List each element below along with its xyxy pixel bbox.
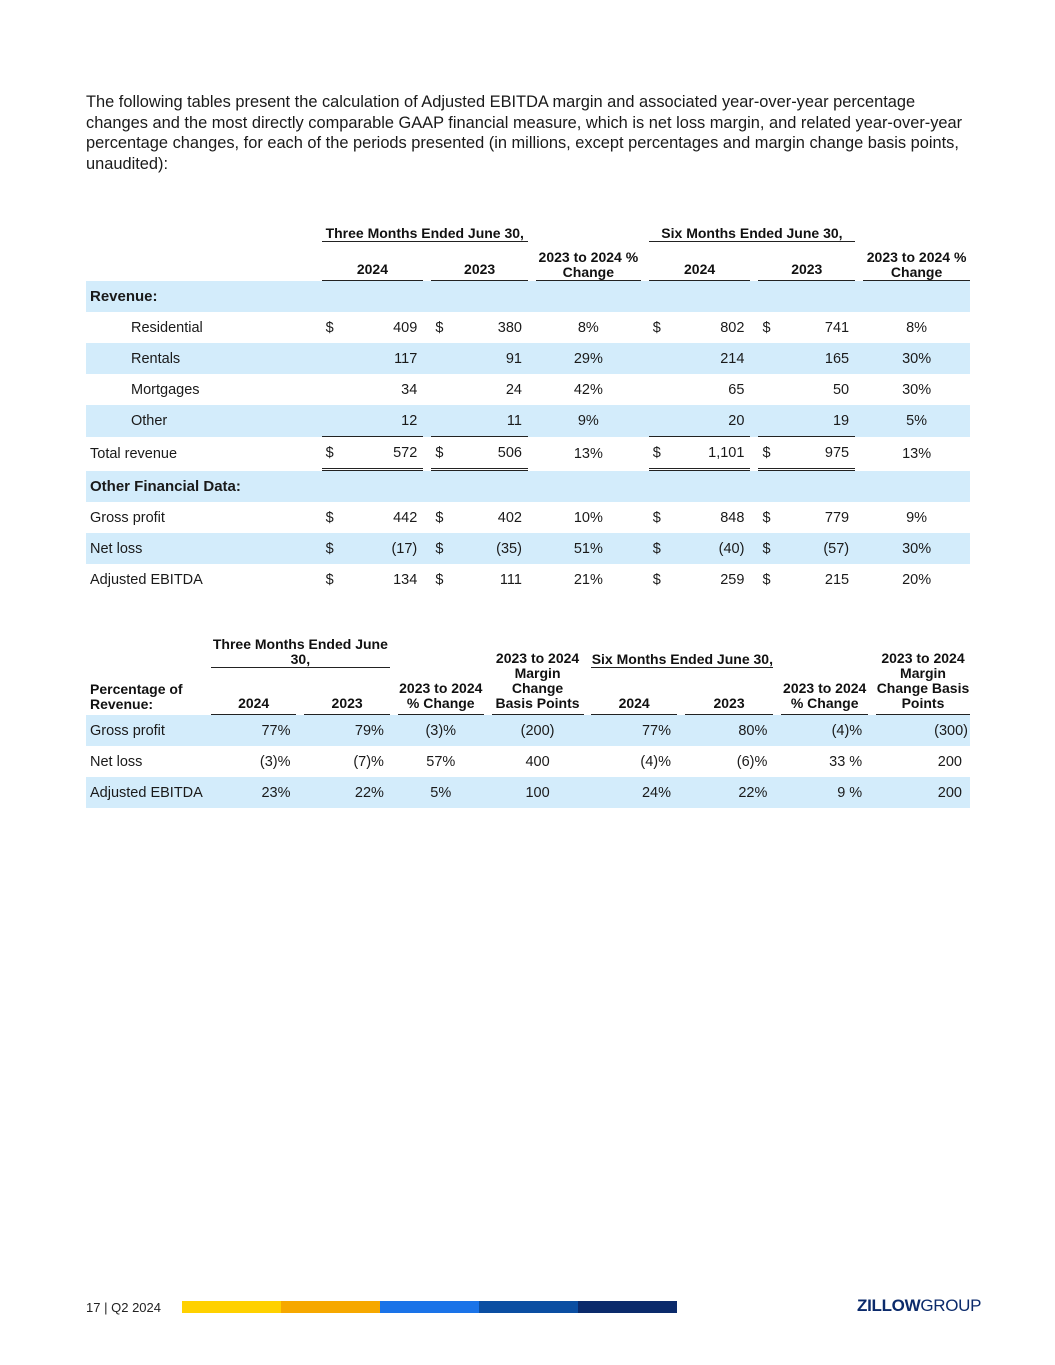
logo-bold-text: ZILLOW (857, 1296, 921, 1315)
value: (57) (787, 533, 855, 564)
row-label: Other (86, 405, 322, 437)
row-label: Total revenue (90, 446, 178, 462)
currency: $ (649, 533, 677, 564)
currency: $ (325, 509, 334, 526)
currency (649, 343, 677, 374)
color-bar-segment (380, 1301, 479, 1313)
color-bar-segment (281, 1301, 380, 1313)
currency: $ (325, 319, 334, 336)
header-six-months: Six Months Ended June 30, (649, 205, 855, 242)
currency: $ (652, 571, 661, 588)
header-year-2024: 2024 (649, 242, 751, 281)
value: 975 (787, 437, 855, 471)
pct-change: 57% (426, 753, 456, 770)
header-six-months: Six Months Ended June 30, (591, 617, 773, 668)
value: 50 (832, 381, 850, 398)
currency: $ (758, 533, 786, 564)
currency: $ (322, 533, 350, 564)
row-label: Rentals (86, 343, 322, 374)
footer-period: Q2 2024 (111, 1300, 161, 1315)
bps-change: 200 (937, 753, 962, 770)
currency: $ (325, 571, 334, 588)
value: (17) (350, 533, 423, 564)
value: 214 (677, 343, 750, 374)
pct-change: 5% (398, 777, 484, 808)
value: 111 (499, 571, 522, 588)
value: (6)% (736, 753, 768, 770)
value: 12 (350, 405, 423, 437)
bps-change: 100 (492, 777, 584, 808)
currency: $ (762, 571, 771, 588)
header-year-2023: 2023 (758, 242, 855, 281)
value: (3)% (259, 753, 291, 770)
table-row (86, 437, 970, 471)
currency (431, 405, 459, 437)
row-label: Gross profit (90, 509, 165, 526)
currency (758, 374, 786, 405)
value: 134 (393, 571, 418, 588)
pct-change: 8% (906, 319, 928, 336)
value: 117 (350, 343, 423, 374)
value: 77% (211, 715, 297, 746)
pct-change: 9 % (781, 777, 868, 808)
header-year-2023: 2023 (304, 668, 390, 715)
value: 77% (591, 715, 677, 746)
pct-change: 29% (536, 343, 641, 374)
currency: $ (652, 509, 661, 526)
currency (322, 405, 350, 437)
row-label: Net loss (90, 753, 143, 770)
currency: $ (652, 319, 661, 336)
page-footer (86, 1300, 161, 1315)
value: 24 (505, 381, 522, 398)
value: (4)% (640, 753, 671, 770)
currency (758, 405, 786, 437)
pct-change: 9% (536, 405, 641, 437)
value: 24% (591, 777, 677, 808)
header-three-months: Three Months Ended June 30, (322, 205, 528, 242)
header-pct-change-3m: 2023 to 2024 % Change (536, 205, 641, 281)
row-label: Adjusted EBITDA (86, 777, 211, 808)
section-other-financial-data: Other Financial Data: (86, 471, 970, 502)
currency: $ (649, 437, 677, 471)
header-pct-change-6m: 2023 to 2024 % Change (781, 617, 868, 715)
section-revenue: Revenue: (86, 281, 970, 312)
table-row (86, 746, 970, 777)
pct-change: 9% (906, 509, 928, 526)
value: 506 (460, 437, 528, 471)
value: 848 (720, 509, 745, 526)
pct-change: 30% (863, 343, 970, 374)
currency: $ (435, 509, 444, 526)
color-bar-segment (578, 1301, 677, 1313)
value: 259 (720, 571, 745, 588)
value: 91 (460, 343, 528, 374)
value: 19 (787, 405, 855, 437)
currency (431, 343, 459, 374)
table-row (86, 343, 970, 374)
header-pct-change-3m: 2023 to 2024 % Change (398, 617, 484, 715)
currency: $ (322, 437, 350, 471)
value: (7)% (353, 753, 384, 770)
bps-change: (200) (492, 715, 584, 746)
value: (40) (677, 533, 750, 564)
bps-change: 400 (525, 753, 550, 770)
header-year-2023: 2023 (685, 668, 774, 715)
page-number: 17 (86, 1300, 101, 1315)
header-year-2024: 2024 (211, 668, 297, 715)
currency: $ (435, 571, 444, 588)
table-row (86, 374, 970, 405)
value: 20 (677, 405, 750, 437)
value: 442 (393, 509, 418, 526)
currency (758, 343, 786, 374)
value: 11 (460, 405, 528, 437)
logo-light-text: GROUP (920, 1296, 982, 1315)
table-row (86, 533, 970, 564)
pct-change: (4)% (781, 715, 868, 746)
table-row (86, 564, 970, 595)
revenue-table (86, 205, 970, 595)
currency: $ (435, 319, 444, 336)
pct-change: 13% (902, 446, 932, 462)
header-year-2024: 2024 (591, 668, 677, 715)
pct-change: 8% (577, 319, 599, 336)
row-label: Net loss (86, 533, 322, 564)
currency: $ (431, 533, 459, 564)
table-row (86, 405, 970, 437)
intro-paragraph: The following tables present the calculation of Adjusted EBITDA margin and associated year-over-year percentage changes and the most directly comparable GAAP financial measure, which is net loss margin, and related year-over-year percentage changes, for each of the periods presented (in millions, except percentages and margin change basis points, unaudited): (86, 93, 963, 173)
section-row (86, 471, 970, 502)
footer-separator: | (104, 1300, 108, 1315)
value: 165 (787, 343, 855, 374)
zillow-group-logo (857, 1296, 981, 1316)
header-pct-change-6m: 2023 to 2024 % Change (863, 205, 970, 281)
section-row (86, 281, 970, 312)
value: 1,101 (677, 437, 750, 471)
header-three-months: Three Months Ended June 30, (211, 617, 390, 668)
value: 409 (393, 319, 418, 336)
value: 802 (720, 319, 745, 336)
value: 380 (497, 319, 522, 336)
currency: $ (431, 437, 459, 471)
header-year-2024: 2024 (322, 242, 424, 281)
value: 779 (824, 509, 850, 526)
currency (649, 405, 677, 437)
pct-change: 30% (863, 533, 970, 564)
value: 80% (685, 715, 774, 746)
bps-change: 200 (876, 777, 970, 808)
pct-change: (3)% (398, 715, 484, 746)
value: 572 (350, 437, 423, 471)
pct-change: 10% (573, 509, 603, 526)
table-row (86, 777, 970, 808)
pct-change: 33 % (829, 753, 863, 770)
pct-change: 13% (573, 446, 603, 462)
value: 402 (497, 509, 522, 526)
margin-table (86, 617, 970, 808)
value: 741 (824, 319, 850, 336)
header-year-2023: 2023 (431, 242, 528, 281)
pct-change: 21% (573, 571, 603, 588)
bps-change: (300) (876, 715, 970, 746)
pct-change: 51% (536, 533, 641, 564)
pct-change: 5% (863, 405, 970, 437)
currency: $ (758, 437, 786, 471)
table-row (86, 715, 970, 746)
value: 22% (304, 777, 390, 808)
value: 65 (728, 381, 745, 398)
row-label: Gross profit (86, 715, 211, 746)
pct-change: 42% (573, 381, 603, 398)
color-bar-segment (182, 1301, 281, 1313)
header-bps-3m: 2023 to 2024 Margin Change Basis Points (492, 617, 584, 715)
row-label: Mortgages (131, 381, 200, 398)
value: 23% (211, 777, 297, 808)
value: 22% (685, 777, 774, 808)
pct-change: 20% (902, 571, 932, 588)
currency: $ (762, 319, 771, 336)
table-row (86, 502, 970, 533)
row-label: Residential (131, 319, 203, 336)
row-label: Adjusted EBITDA (90, 571, 203, 588)
value: 34 (401, 381, 418, 398)
currency: $ (762, 509, 771, 526)
header-bps-6m: 2023 to 2024 Margin Change Basis Points (876, 617, 970, 715)
pct-change: 30% (902, 381, 932, 398)
value: (35) (460, 533, 528, 564)
currency (322, 374, 350, 405)
currency (322, 343, 350, 374)
table-row (86, 312, 970, 343)
currency (431, 374, 459, 405)
color-bar-segment (479, 1301, 578, 1313)
currency (649, 374, 677, 405)
value: 215 (824, 571, 850, 588)
header-percentage-of-revenue: Percentage of Revenue: (90, 681, 183, 712)
value: 79% (304, 715, 390, 746)
